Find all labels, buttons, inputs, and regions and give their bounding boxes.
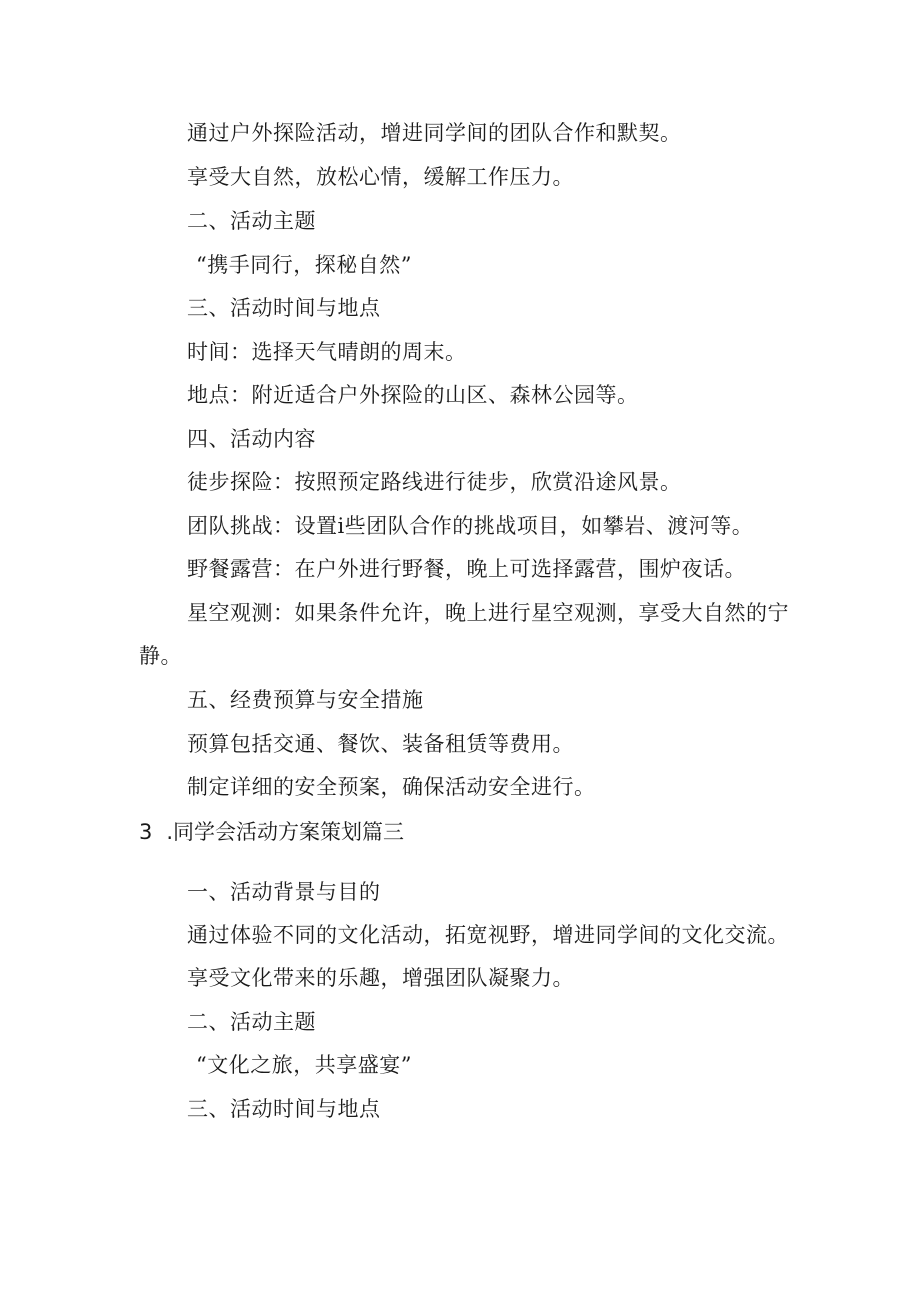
theme-heading: 二、活动主题 <box>187 209 316 233</box>
theme-text: “携手同行，探秘自然” <box>196 253 412 277</box>
content-item: 徒步探险：按照预定路线进行徒步，欣赏沿途风景。 <box>187 470 682 494</box>
budget-line: 预算包括交通、餐饮、装备租赁等费用。 <box>187 732 574 756</box>
place-line: 地点：附近适合户外探险的山区、森林公园等。 <box>187 383 639 407</box>
content-item: 团队挑战：设置i些团队合作的挑战项目，如攀岩、渡河等。 <box>187 514 754 538</box>
theme-text: “文化之旅，共享盛宴” <box>196 1053 412 1077</box>
goal-line: 享受大自然，放松心情，缓解工作压力。 <box>187 165 574 189</box>
goal-line: 通过户外探险活动，增进同学间的团队合作和默契。 <box>187 121 682 145</box>
section-number: 3 <box>139 820 153 844</box>
goal-line: 享受文化带来的乐趣，增强团队凝聚力。 <box>187 966 574 990</box>
content-item: 野餐露营：在户外进行野餐，晚上可选择露营，围炉夜话。 <box>187 557 746 581</box>
section-title-text: .同学会活动方案策划篇三 <box>166 820 405 844</box>
time-place-heading: 三、活动时间与地点 <box>187 296 381 320</box>
time-place-heading: 三、活动时间与地点 <box>187 1097 381 1121</box>
content-item-tail: 静。 <box>139 644 182 668</box>
time-line: 时间：选择天气晴朗的周末。 <box>187 340 467 364</box>
goal-line: 通过体验不同的文化活动，拓宽视野，增进同学间的文化交流。 <box>187 923 789 947</box>
content-item: 星空观测：如果条件允许，晚上进行星空观测，享受大自然的宁 <box>187 601 789 625</box>
section-title <box>139 819 404 845</box>
theme-heading: 二、活动主题 <box>187 1010 316 1034</box>
budget-line: 制定详细的安全预案，确保活动安全进行。 <box>187 775 596 799</box>
background-heading: 一、活动背景与目的 <box>187 880 381 904</box>
budget-heading: 五、经费预算与安全措施 <box>187 688 424 712</box>
content-heading: 四、活动内容 <box>187 427 316 451</box>
